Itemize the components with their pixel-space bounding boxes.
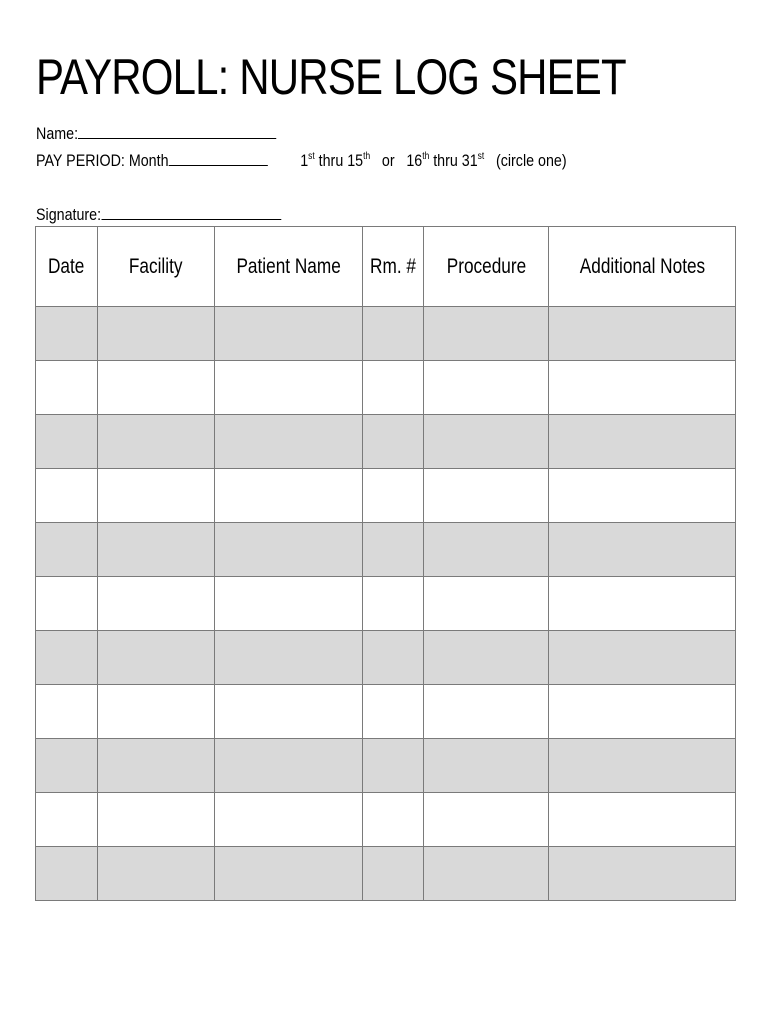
option-first-half[interactable]: 1st thru 15th bbox=[300, 151, 371, 170]
table-row bbox=[36, 469, 736, 523]
name-blank[interactable] bbox=[78, 124, 276, 139]
table-cell[interactable] bbox=[98, 577, 215, 631]
table-cell[interactable] bbox=[36, 577, 98, 631]
pay-period-label: PAY PERIOD: Month bbox=[36, 151, 169, 170]
table-cell[interactable] bbox=[215, 739, 363, 793]
table-cell[interactable] bbox=[215, 523, 363, 577]
table-cell[interactable] bbox=[36, 847, 98, 901]
table-cell[interactable] bbox=[363, 685, 424, 739]
table-cell[interactable] bbox=[549, 523, 736, 577]
table-cell[interactable] bbox=[98, 415, 215, 469]
table-row bbox=[36, 307, 736, 361]
table-body bbox=[36, 307, 736, 901]
signature-field bbox=[36, 205, 281, 223]
circle-note: (circle one) bbox=[495, 151, 567, 170]
table-cell[interactable] bbox=[363, 361, 424, 415]
table-row bbox=[36, 631, 736, 685]
table-cell[interactable] bbox=[549, 793, 736, 847]
table-cell[interactable] bbox=[424, 523, 549, 577]
name-label: Name: bbox=[36, 124, 79, 143]
table-cell[interactable] bbox=[98, 793, 215, 847]
table-cell[interactable] bbox=[424, 793, 549, 847]
table-cell[interactable] bbox=[215, 577, 363, 631]
table-cell[interactable] bbox=[215, 685, 363, 739]
table-row bbox=[36, 793, 736, 847]
table-cell[interactable] bbox=[549, 577, 736, 631]
table-cell[interactable] bbox=[36, 469, 98, 523]
table-row bbox=[36, 415, 736, 469]
table-row bbox=[36, 847, 736, 901]
option-second-half[interactable]: 16th thru 31st bbox=[406, 151, 485, 170]
table-cell[interactable] bbox=[98, 307, 215, 361]
table-cell[interactable] bbox=[549, 415, 736, 469]
column-header-room: Rm. # bbox=[363, 227, 424, 307]
table-cell[interactable] bbox=[215, 631, 363, 685]
table-cell[interactable] bbox=[363, 469, 424, 523]
table-cell[interactable] bbox=[36, 361, 98, 415]
table-cell[interactable] bbox=[215, 793, 363, 847]
table-cell[interactable] bbox=[98, 361, 215, 415]
table-cell[interactable] bbox=[424, 415, 549, 469]
table-header-row bbox=[36, 227, 736, 307]
table-cell[interactable] bbox=[36, 793, 98, 847]
column-header-facility: Facility bbox=[98, 227, 215, 307]
log-table bbox=[35, 226, 736, 901]
table-cell[interactable] bbox=[549, 469, 736, 523]
table-cell[interactable] bbox=[36, 631, 98, 685]
table-cell[interactable] bbox=[549, 739, 736, 793]
signature-label: Signature: bbox=[36, 205, 102, 224]
table-cell[interactable] bbox=[424, 631, 549, 685]
column-header-additional-notes: Additional Notes bbox=[549, 227, 736, 307]
or-label: or bbox=[381, 151, 395, 170]
table-cell[interactable] bbox=[424, 469, 549, 523]
column-header-patient-name: Patient Name bbox=[215, 227, 363, 307]
column-header-procedure: Procedure bbox=[424, 227, 549, 307]
table-cell[interactable] bbox=[549, 361, 736, 415]
table-row bbox=[36, 523, 736, 577]
table-row bbox=[36, 685, 736, 739]
table-cell[interactable] bbox=[424, 847, 549, 901]
table-cell[interactable] bbox=[424, 307, 549, 361]
table-cell[interactable] bbox=[36, 739, 98, 793]
table-cell[interactable] bbox=[424, 577, 549, 631]
table-cell[interactable] bbox=[36, 307, 98, 361]
table-cell[interactable] bbox=[363, 631, 424, 685]
table-cell[interactable] bbox=[549, 307, 736, 361]
table-cell[interactable] bbox=[215, 469, 363, 523]
table-cell[interactable] bbox=[363, 847, 424, 901]
column-header-date: Date bbox=[36, 227, 98, 307]
table-cell[interactable] bbox=[363, 415, 424, 469]
table-cell[interactable] bbox=[36, 523, 98, 577]
table-cell[interactable] bbox=[424, 361, 549, 415]
table-cell[interactable] bbox=[36, 685, 98, 739]
table-cell[interactable] bbox=[363, 577, 424, 631]
month-blank[interactable] bbox=[169, 151, 268, 166]
table-cell[interactable] bbox=[363, 739, 424, 793]
table-cell[interactable] bbox=[98, 469, 215, 523]
table-cell[interactable] bbox=[363, 793, 424, 847]
table-cell[interactable] bbox=[363, 307, 424, 361]
table-cell[interactable] bbox=[36, 415, 98, 469]
table-cell[interactable] bbox=[363, 523, 424, 577]
table-cell[interactable] bbox=[215, 307, 363, 361]
page-title: PAYROLL: NURSE LOG SHEET bbox=[36, 49, 626, 105]
table-cell[interactable] bbox=[215, 361, 363, 415]
period-options bbox=[300, 151, 566, 170]
table-cell[interactable] bbox=[98, 847, 215, 901]
table-cell[interactable] bbox=[424, 685, 549, 739]
table-cell[interactable] bbox=[549, 631, 736, 685]
table-row bbox=[36, 361, 736, 415]
signature-blank[interactable] bbox=[101, 205, 281, 220]
name-field bbox=[36, 124, 276, 142]
table-cell[interactable] bbox=[215, 847, 363, 901]
table-cell[interactable] bbox=[549, 847, 736, 901]
table-cell[interactable] bbox=[98, 685, 215, 739]
table-cell[interactable] bbox=[98, 523, 215, 577]
table-cell[interactable] bbox=[549, 685, 736, 739]
table-row bbox=[36, 739, 736, 793]
table-cell[interactable] bbox=[98, 631, 215, 685]
table-cell[interactable] bbox=[98, 739, 215, 793]
table-row bbox=[36, 577, 736, 631]
table-cell[interactable] bbox=[215, 415, 363, 469]
table-cell[interactable] bbox=[424, 739, 549, 793]
pay-period-field bbox=[36, 151, 567, 169]
